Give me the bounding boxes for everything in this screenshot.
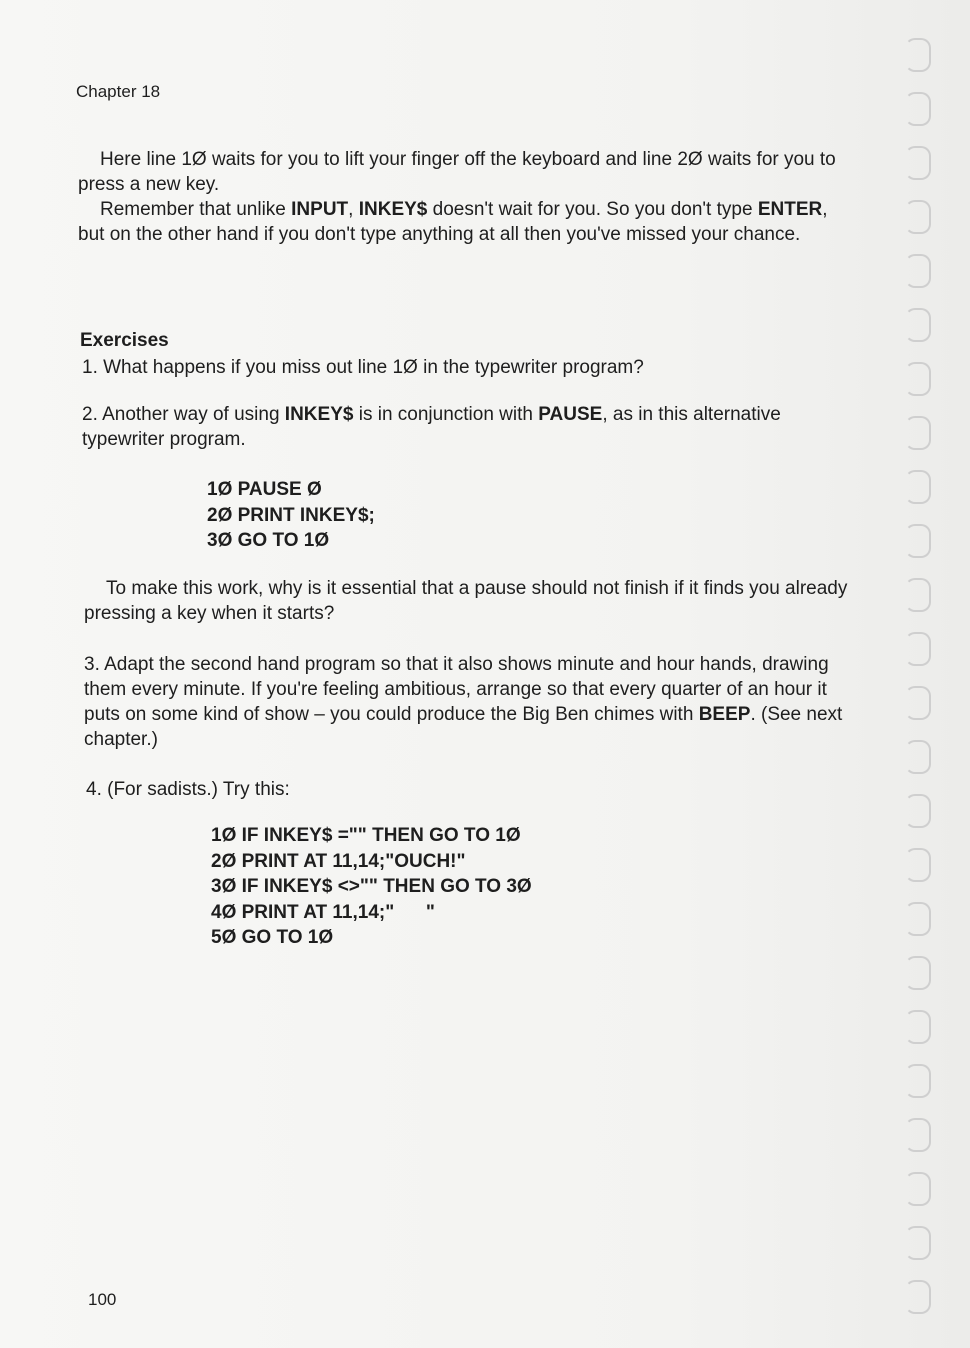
code-line: 5Ø GO TO 1Ø	[211, 927, 334, 948]
paragraph-text: , as in this alternative typewriter program.	[82, 404, 781, 450]
binding-ring-decoration	[905, 362, 931, 396]
binding-ring-decoration	[905, 146, 931, 180]
binding-ring-decoration	[905, 1226, 931, 1260]
binding-ring-decoration	[905, 92, 931, 126]
keyword-enter: ENTER	[757, 199, 823, 220]
binding-ring-decoration	[905, 416, 931, 450]
binding-ring-decoration	[905, 470, 931, 504]
binding-ring-decoration	[905, 200, 931, 234]
code-line: 2Ø PRINT INKEY$;	[207, 504, 375, 526]
code-line: 1Ø IF INKEY$ ="" THEN GO TO 1Ø	[211, 825, 521, 846]
binding-ring-decoration	[905, 1172, 931, 1206]
paragraph-text: doesn't wait for you. So you don't type	[427, 199, 758, 220]
code-line: 3Ø GO TO 1Ø	[207, 530, 330, 551]
keyword-inkey: INKEY$	[358, 199, 428, 220]
keyword-inkey: INKEY$	[284, 404, 354, 425]
exercise-1: 1. What happens if you miss out line 1Ø in the typewriter program?	[82, 357, 644, 378]
binding-ring-decoration	[905, 524, 931, 558]
exercise-4: 4. (For sadists.) Try this:	[86, 779, 290, 800]
binding-ring-decoration	[905, 254, 931, 288]
code-listing-ouch	[211, 823, 532, 951]
code-line: 4Ø PRINT AT 11,14;" "	[211, 901, 435, 923]
code-line: 2Ø PRINT AT 11,14;"OUCH!"	[211, 850, 466, 872]
paragraph-text: Here line 1Ø waits for you to lift your finger off the keyboard and line 2Ø waits for you to press a new key.	[78, 149, 836, 195]
binding-ring-decoration	[905, 794, 931, 828]
paragraph-text: 3. Adapt the second hand program so that it also shows minute and hour hands, drawing them every minute. If you're feeling ambitious, arrange so that every quarter of an hour it puts on some kind of show – you could produce the Big Ben chimes with	[84, 654, 829, 725]
binding-ring-decoration	[905, 740, 931, 774]
paragraph-text: ,	[348, 199, 359, 220]
paragraph-text: . (See next chapter.)	[84, 704, 843, 750]
binding-ring-decoration	[905, 956, 931, 990]
binding-ring-decoration	[905, 902, 931, 936]
paragraph-text: is in conjunction with	[353, 404, 539, 425]
paragraph-text: 2. Another way of using	[82, 404, 285, 425]
paragraph-line-waits	[78, 147, 846, 197]
binding-ring-decoration	[905, 686, 931, 720]
binding-ring-decoration	[905, 578, 931, 612]
exercise-2-question: To make this work, why is it essential that a pause should not finish if it finds you already pressing a key when it starts?	[84, 578, 848, 624]
paragraph-text: , but on the other hand if you don't type anything at all then you've missed your chance.	[78, 199, 828, 245]
binding-ring-decoration	[905, 308, 931, 342]
binding-ring-decoration	[905, 848, 931, 882]
keyword-beep: BEEP	[698, 704, 751, 725]
binding-ring-decoration	[905, 632, 931, 666]
exercise-2	[82, 402, 850, 452]
chapter-header: Chapter 18	[76, 82, 161, 101]
binding-ring-decoration	[905, 1118, 931, 1152]
code-line: 3Ø IF INKEY$ <>"" THEN GO TO 3Ø	[211, 876, 532, 897]
keyword-pause: PAUSE	[538, 404, 603, 425]
binding-ring-decoration	[905, 1280, 931, 1314]
binding-ring-decoration	[905, 1064, 931, 1098]
code-line: 1Ø PAUSE Ø	[207, 479, 322, 500]
code-listing-typewriter	[207, 477, 375, 554]
paragraph-text: Remember that unlike	[100, 199, 292, 220]
page-number: 100	[88, 1290, 117, 1309]
binding-ring-decoration	[905, 1010, 931, 1044]
exercise-3	[84, 652, 854, 752]
paragraph-inkey-remember	[78, 197, 846, 247]
exercises-heading: Exercises	[80, 330, 169, 351]
keyword-input: INPUT	[291, 199, 349, 220]
binding-ring-decoration	[905, 38, 931, 72]
